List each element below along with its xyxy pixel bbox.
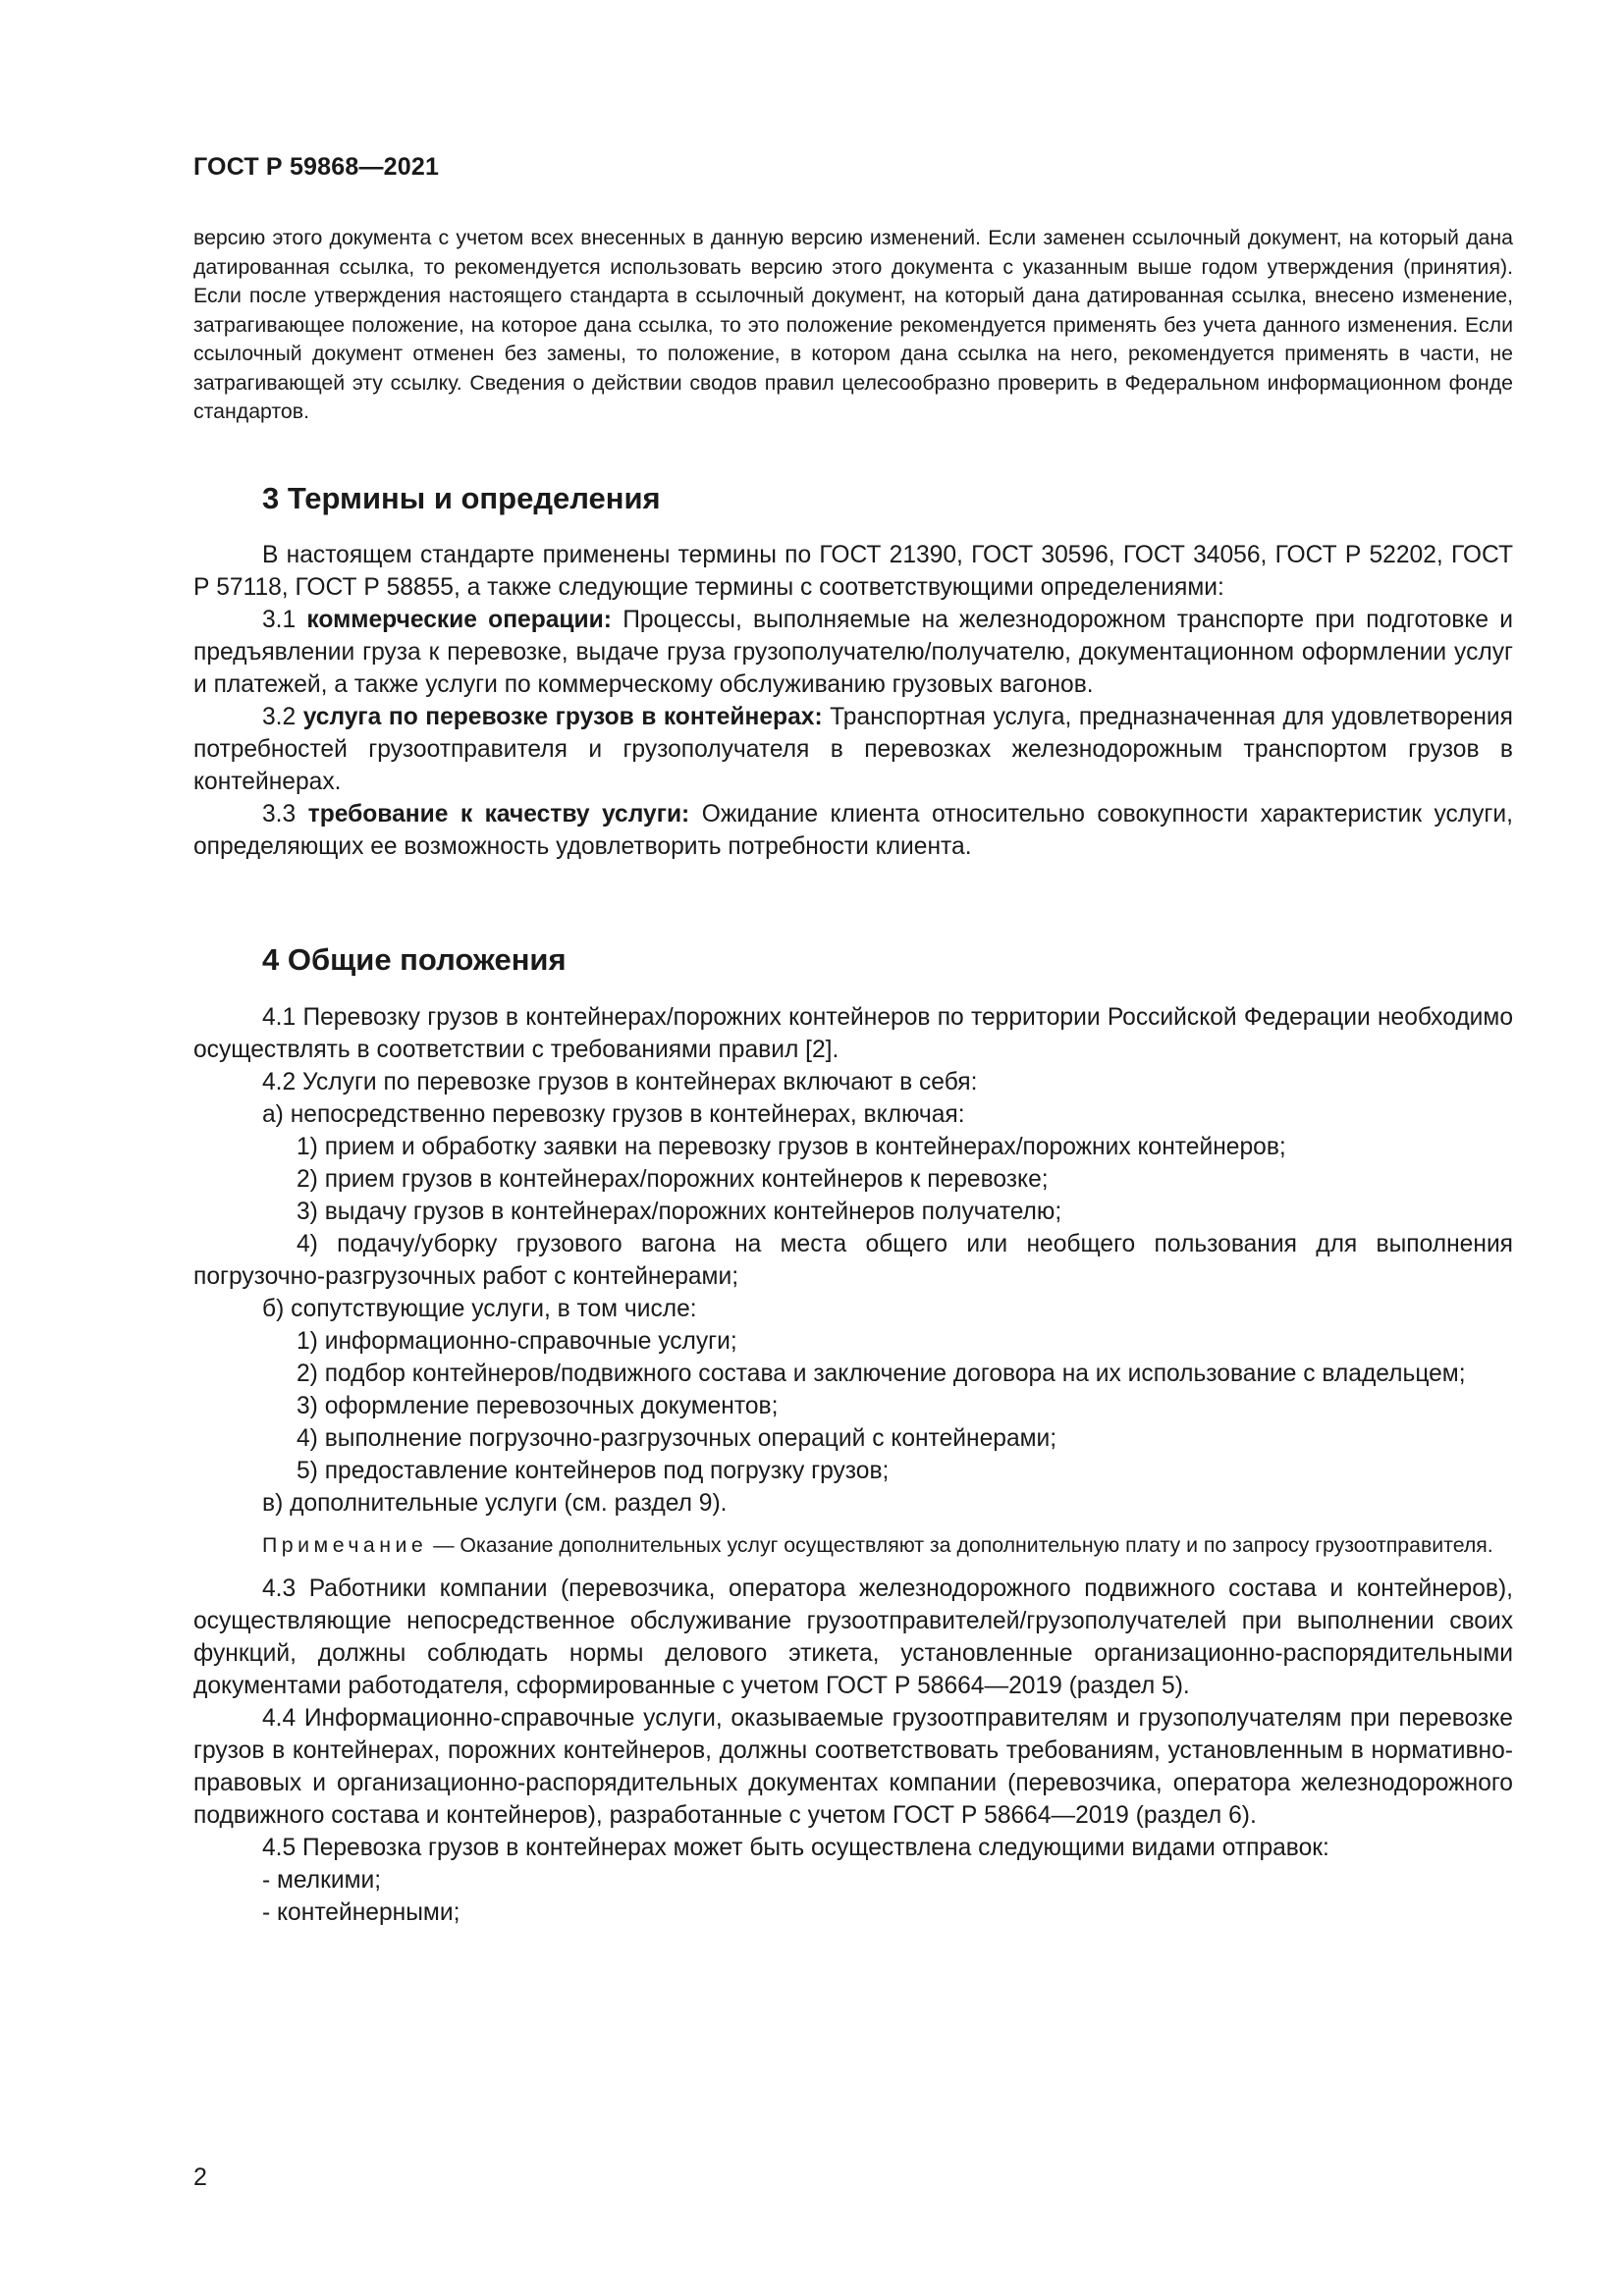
term-3-1-name: коммерческие операции: [306, 607, 612, 633]
list-item-a: а) непосредственно перевозку грузов в контейнерах, включая: [262, 1101, 965, 1128]
list-item-b4: 4) выполнение погрузочно-разгрузочных операций с контейнерами; [297, 1425, 1057, 1452]
list-item-c: в) дополнительные услуги (см. раздел 9). [262, 1490, 728, 1517]
list-item-a3: 3) выдачу грузов в контейнерах/порожних контейнеров получателю; [297, 1199, 1062, 1225]
section-4-body [193, 1001, 1513, 1929]
list-item-b: б) сопутствующие услуги, в том числе: [262, 1296, 697, 1322]
section-3-title: 3 Термины и определения [262, 481, 661, 515]
section-4-title: 4 Общие положения [262, 942, 567, 977]
term-3-2-name: услуга по перевозке грузов в контейнерах: [302, 704, 823, 730]
term-3-3-def: Ожидание клиента относительно совокупности характеристик услуги, определяющих ее возможность удовлетворить потребности клиента. [193, 801, 1513, 860]
term-3-1-def: Процессы, выполняемые на железнодорожном транспорте при подготовке и предъявлении груза к перевозке, выдаче груза грузополучателю/получателю, документационном оформлении услуг и платежей, а также услуги по коммерческому обслуживанию грузовых вагонов. [193, 607, 1513, 698]
para-4-5: 4.5 Перевозка грузов в контейнерах может быть осуществлена следующими видами отправок: [262, 1834, 1329, 1861]
term-3-3: 3.3 требование к качеству услуги: Ожидание клиента относительно совокупности характеристик услуги, определяющих ее возможность удовлетворить потребности клиента. [193, 801, 1513, 860]
list-item-a1: 1) прием и обработку заявки на перевозку грузов в контейнерах/порожних контейнеров; [297, 1134, 1286, 1160]
intro-text: версию этого документа с учетом всех внесенных в данную версию изменений. Если заменен ссылочный документ, на который дана датированная ссылка, то рекомендуется использовать версию этого документа с указанным выше годом утверждения (принятия). Если после утверждения настоящего стандарта в ссылочный документ, на который дана датированная ссылка, внесено изменение, затрагивающее положение, на которое дана ссылка, то это положение рекомендуется применять без учета данного изменения. Если ссылочный документ отменен без замены, то положение, в котором дана ссылка на него, рекомендуется применять в части, не затрагивающей эту ссылку. Сведения о действии сводов правил целесообразно проверить в Федеральном информационном фонде стандартов. [193, 226, 1513, 423]
para-4-2: 4.2 Услуги по перевозке грузов в контейнерах включают в себя: [262, 1069, 978, 1095]
section-3-body [193, 539, 1513, 863]
note-text: — Оказание дополнительных услуг осуществляют за дополнительную плату и по запросу грузоотправителя. [427, 1533, 1493, 1557]
list-item-a2: 2) прием грузов в контейнерах/порожних контейнеров к перевозке; [297, 1166, 1049, 1193]
term-3-2-def: Транспортная услуга, предназначенная для удовлетворения потребностей грузоотправителя и грузополучателя в перевозках железнодорожным транспортом грузов в контейнерах. [193, 704, 1513, 795]
term-3-1: 3.1 коммерческие операции: Процессы, выполняемые на железнодорожном транспорте при подготовке и предъявлении груза к перевозке, выдаче груза грузополучателю/получателю, документационном оформлении услуг и платежей, а также услуги по коммерческому обслуживанию грузовых вагонов. [193, 607, 1513, 698]
para-4-4: 4.4 Информационно-справочные услуги, оказываемые грузоотправителям и грузополучателям при перевозке грузов в контейнерах, порожних контейнеров, должны соответствовать требованиям, установленным в нормативно-правовых и организационно-распорядительных документах компании (перевозчика, оператора железнодорожного подвижного состава и контейнеров), разработанные с учетом ГОСТ Р 58664—2019 (раздел 6). [193, 1704, 1513, 1829]
para-4-3: 4.3 Работники компании (перевозчика, оператора железнодорожного подвижного состава и контейнеров), осуществляющие непосредственное обслуживание грузоотправителей/грузополучателей при выполнении своих функций, должны соблюдать нормы делового этикета, установленные организационно-распорядительными документами работодателя, сформированные с учетом ГОСТ Р 58664—2019 (раздел 5). [193, 1575, 1513, 1699]
para-4-1: 4.1 Перевозку грузов в контейнерах/порожних контейнеров по территории Российской Федерации необходимо осуществлять в соответствии с требованиями правил [2]. [193, 1004, 1513, 1063]
list-item-b1: 1) информационно-справочные услуги; [297, 1328, 737, 1355]
doc-header: ГОСТ Р 59868—2021 [193, 153, 440, 181]
list-item-b5: 5) предоставление контейнеров под погрузку грузов; [297, 1458, 890, 1484]
list-item-b2: 2) подбор контейнеров/подвижного состава и заключение договора на их использование с владельцем; [297, 1361, 1466, 1387]
term-3-2: 3.2 услуга по перевозке грузов в контейнерах: Транспортная услуга, предназначенная для удовлетворения потребностей грузоотправителя и грузополучателя в перевозках железнодорожным транспортом грузов в контейнерах. [193, 704, 1513, 795]
note-label: Примечание [262, 1533, 428, 1557]
section-3-lead: В настоящем стандарте применены термины по ГОСТ 21390, ГОСТ 30596, ГОСТ 34056, ГОСТ Р 52202, ГОСТ Р 57118, ГОСТ Р 58855, а также следующие термины с соответствующими определениями: [193, 542, 1513, 601]
list-item-b3: 3) оформление перевозочных документов; [297, 1393, 779, 1419]
term-3-3-name: требование к качеству услуги: [307, 801, 690, 828]
intro-paragraph [193, 224, 1513, 427]
list-item-dash-1: - мелкими; [262, 1866, 382, 1894]
list-item-dash-2: - контейнерными; [262, 1898, 460, 1926]
note [193, 1531, 1513, 1561]
list-item-a4: 4) подачу/уборку грузового вагона на места общего или необщего пользования для выполнения погрузочно-разгрузочных работ с контейнерами; [193, 1231, 1513, 1290]
page-number: 2 [193, 2163, 207, 2191]
